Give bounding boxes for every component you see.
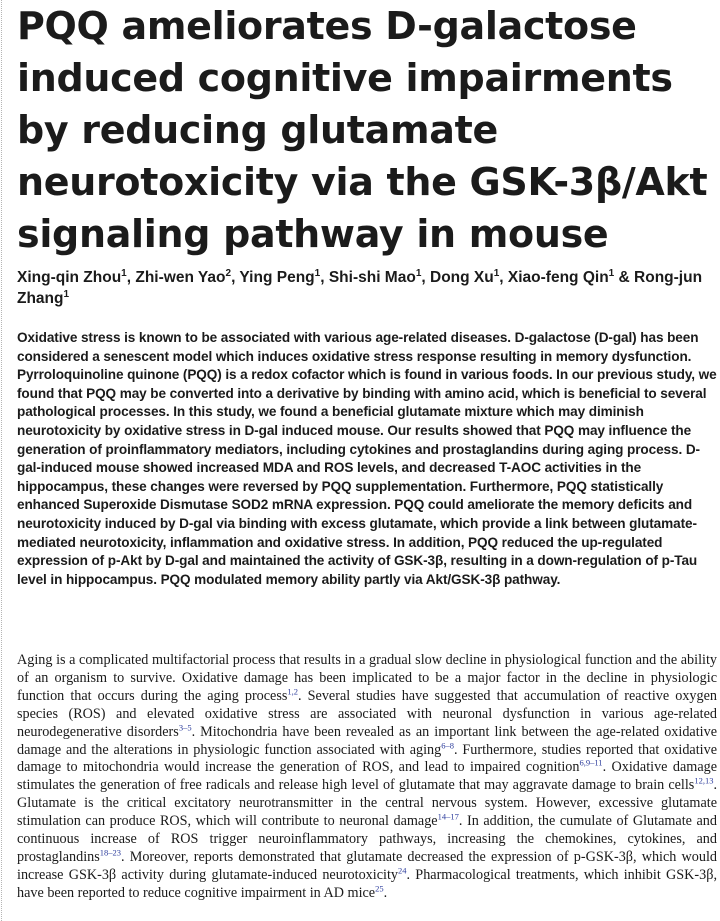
body-text-segment: . Pharmacological treatments, which inhibit GSK-3β, have been reported to reduce cognitive impairment in AD mice — [17, 866, 717, 901]
body-text-segment: Aging is a complicated multifactorial process that results in a gradual slow decline in physiological function and the ability of an organism to survive. Oxidative damage has been implicated to be a major factor in the decline in physiologic function that occurs during the aging process — [17, 652, 717, 704]
citation-reference-link[interactable]: 3–5 — [178, 721, 192, 732]
body-text-segment: . In addition, the cumulate of Glutamate and continuous increase of ROS trigger neuroinflammatory pathways, increasing the chemokines, cytokines, and prostaglandins — [17, 813, 717, 865]
citation-reference-link[interactable]: 6,9–11 — [579, 757, 603, 768]
body-text-segment: . Oxidative damage stimulates the generation of free radicals and release high level of glutamate that may aggravate damage to brain cells — [17, 759, 718, 794]
citation-reference-link[interactable]: 6–8 — [441, 739, 454, 750]
author-name: Xiao-feng Qin — [507, 269, 609, 286]
author-name: Zhi-wen Yao — [135, 269, 226, 286]
author-separator: , — [126, 269, 136, 286]
body-text-segment: . Several studies have suggested that accumulation of reactive oxygen species (ROS) and elevated oxidative stress are associated with neuronal dysfunction in various age-related neurodegenerative disorders — [17, 687, 717, 740]
body-text-segment: . Moreover, reports demonstrated that glutamate decreased the expression of p-GSK-3β, which would increase GSK-3β activity during glutamate-induced neurotoxicity — [17, 848, 717, 883]
body-text-segment: . — [383, 884, 388, 901]
author-name: Dong Xu — [430, 269, 494, 286]
introduction-paragraph — [17, 652, 717, 903]
citation-reference-link[interactable]: 25 — [375, 883, 384, 894]
body-text-segment: . Mitochondria have been revealed as an important link between the age-related oxidative damage and the alterations in physiologic function associated with aging — [17, 723, 717, 758]
author-affiliation-mark: 1 — [415, 267, 422, 279]
paper-title: PQQ ameliorates D-galactose induced cognitive impairments by reducing glutamate neurotoxicity via the GSK-3β/Akt signaling pathway in mouse — [17, 4, 708, 256]
citation-reference-link[interactable]: 18–23 — [99, 847, 121, 858]
author-separator: , — [320, 269, 329, 286]
author-affiliation-mark: 1 — [493, 267, 500, 279]
body-text-segment: . Furthermore, studies reported that oxidative damage to mitochondria would increase the generation of ROS, and lead to impaired cognition — [17, 741, 717, 776]
author-separator: , — [499, 269, 508, 286]
author-separator: , — [421, 269, 430, 286]
citation-reference-link[interactable]: 24 — [398, 865, 407, 876]
body-text-segment: . Glutamate is the critical excitatory neurotransmitter in the central nervous system. However, excessive glutamate stimulation can produce ROS, which will contribute to neuronal damage — [17, 777, 717, 830]
citation-reference-link[interactable]: 12,13 — [694, 775, 714, 786]
author-affiliation-mark: 1 — [608, 267, 615, 279]
author-affiliation-mark: 1 — [314, 267, 321, 279]
author-affiliation-mark: 1 — [121, 267, 127, 279]
author-name: Rong-jun Zhang — [17, 269, 703, 307]
author-list — [17, 267, 707, 309]
citation-reference-link[interactable]: 14–17 — [437, 811, 459, 822]
author-name: Shi-shi Mao — [328, 269, 416, 286]
author-affiliation-mark: 2 — [225, 267, 232, 279]
page-margin-rule — [1, 0, 2, 921]
author-separator: , — [231, 269, 240, 286]
author-separator: & — [614, 269, 635, 286]
abstract-text: Oxidative stress is known to be associated with various age-related diseases. D-galactose (D-gal) has been considered a senescent model which induces oxidative stress response resulting in memory dysfunction. Pyrroloquinoline quinone (PQQ) is a redox cofactor which is found in various foods. In our previous study, we found that PQQ may be converted into a derivative by binding with amino acid, which is beneficial to several pathological processes. In this study, we found a beneficial glutamate mixture which may diminish neurotoxicity by oxidative stress in D-gal induced mouse. Our results showed that PQQ may influence the generation of proinflammatory mediators, including cytokines and prostaglandins during aging process. D-gal-induced mouse showed increased MDA and ROS levels, and decreased T-AOC activities in the hippocampus, these changes were reversed by PQQ supplementation. Furthermore, PQQ statistically enhanced Superoxide Dismutase SOD2 mRNA expression. PQQ could ameliorate the memory deficits and neurotoxicity induced by D-gal via binding with excess glutamate, which provide a link between glutamate-mediated neurotoxicity, inflammation and oxidative stress. In addition, PQQ reduced the up-regulated expression of p-Akt by D-gal and maintained the activity of GSK-3β, resulting in a down-regulation of p-Tau level in hippocampus. PQQ modulated memory ability partly via Akt/GSK-3β pathway. — [17, 330, 717, 587]
author-name: Xing-qin Zhou — [17, 269, 122, 286]
citation-reference-link[interactable]: 1,2 — [287, 686, 299, 697]
author-affiliation-mark: 1 — [63, 288, 70, 300]
author-name: Ying Peng — [239, 269, 315, 286]
